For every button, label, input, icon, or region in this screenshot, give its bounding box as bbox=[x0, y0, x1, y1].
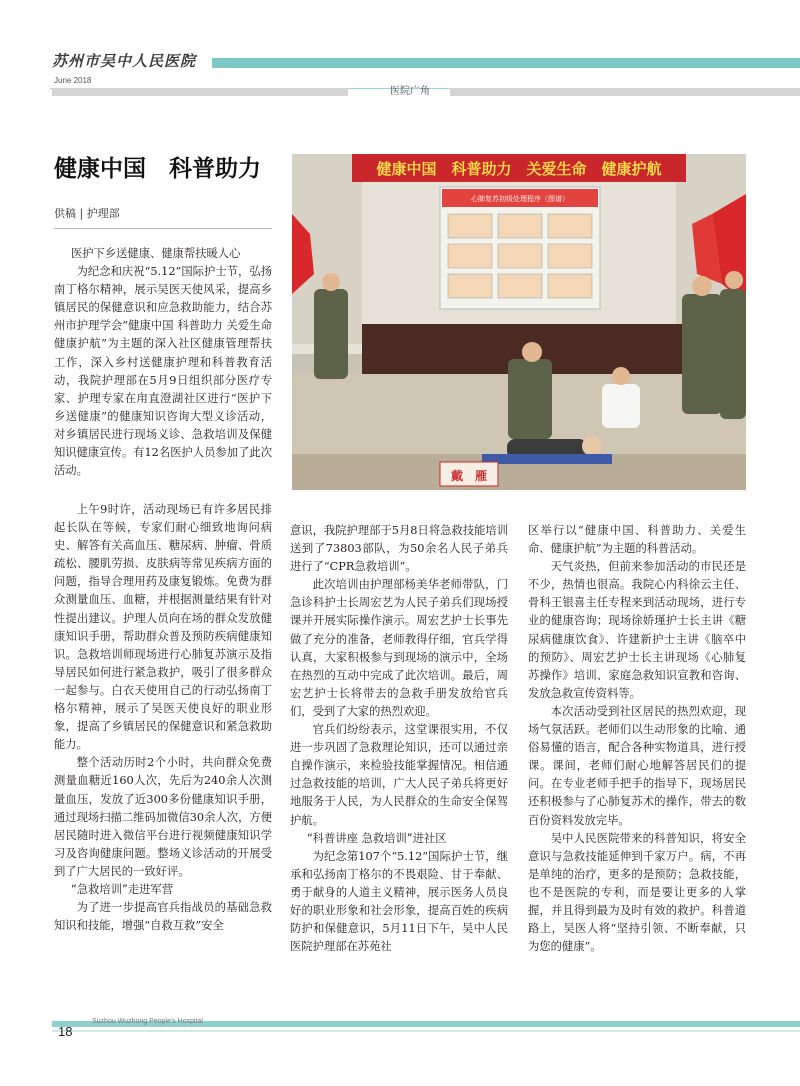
column-1-continued bbox=[54, 501, 272, 935]
header-stripe-right bbox=[450, 88, 800, 96]
column-2 bbox=[290, 522, 508, 956]
training-photo bbox=[292, 154, 746, 490]
issue-date: June 2018 bbox=[54, 76, 92, 85]
paragraph: 上午9时许，活动现场已有许多居民排起长队在等候，专家们耐心细致地询问病史、解答有关高血压、糖尿病、肿瘤、骨质疏松、腰肌劳损、皮肤病等常见疾病方面的问题，指导合理用药及康复锻炼。免费为群众测量血压、血糖，并根据测量结果有针对性提出建议。护理人员向在场的群众发放健康知识手册，帮助群众普及预防疾病健康知识。急救培训师现场进行心肺复苏演示及指导居民如何进行紧急救护，吸引了很多群众一起参与。白衣天使用自己的行动弘扬南丁格尔精神，展示了吴医天使良好的职业形象，提高了乡镇居民的保健意识和紧急救助能力。 bbox=[54, 503, 272, 752]
paragraph: 整个活动历时2个小时，共向群众免费测量血糖近160人次，先后为240余人次测量血压，发放了近300多份健康知识手册，通过现场扫描二维码加微信30余人次，方便居民随时进入微信平台进行视频健康知识学习及咨询健康问题。整场义诊活动的开展受到了广大居民的一致好评。 bbox=[54, 756, 272, 878]
paragraph: 意识，我院护理部于5月8日将急救技能培训送到了73803部队，为50余名人民子弟兵进行了“CPR急救培训”。 bbox=[290, 524, 508, 574]
subheading-military: “急救培训”走进军营 bbox=[70, 882, 174, 896]
paragraph: 为纪念第107个“5.12”国际护士节，继承和弘扬南丁格尔的不畏艰险、甘于奉献、勇于献身的人道主义精神，展示医务人员良好的职业形象和社会形象，提高百姓的疾病防护和保健意识，5月11日下午，吴中人民医院护理部在苏苑社 bbox=[290, 849, 508, 954]
paragraph: 此次培训由护理部杨美华老师带队，门急诊科护士长周宏艺为人民子弟兵们现场授课并开展实际操作演示。周宏艺护士长事先做了充分的准备，老师教得仔细，官兵学得认真，大家积极参与到现场的演示中，全场在热烈的互动中完成了此次培训。最后，周宏艺护士长将带去的急救手册发放给官兵们，受到了大家的热烈欢迎。 bbox=[290, 578, 508, 718]
article-byline: 供稿 | 护理部 bbox=[54, 207, 120, 220]
paragraph: 为纪念和庆祝“5.12”国际护士节，弘扬南丁格尔精神，展示吴医天使风采，提高乡镇居民的保健意识和应急救助能力，结合苏州市护理学会“健康中国 科普助力 关爱生命 健康护航”为主题的深入社区健康管理帮扶工作，深入乡村送健康护理和科普教育活动，我院护理部在5月9日组织部分医疗专家、护理专家在甪直澄湖社区进行“医护下乡送健康”的健康知识咨询大型义诊活动，对乡镇居民进行现场义诊、急救培训及保健知识健康宣传。有12名医护人员参加了此次活动。 bbox=[54, 265, 272, 478]
nameplate-text: 戴 雁 bbox=[450, 469, 488, 483]
header-stripe-left bbox=[52, 88, 348, 96]
footer-rule bbox=[52, 1030, 800, 1032]
article-title: 健康中国 科普助力 bbox=[54, 156, 261, 182]
paragraph: 天气炎热，但前来参加活动的市民还是不少，热情也很高。我院心内科徐云主任、骨科王银喜主任专程来到活动现场，进行专业的健康咨询；现场徐娇瑾护士长主讲《糖尿病健康饮食》、许建新护士主讲《脑卒中的预防》、周宏艺护士长主讲现场《心肺复苏操作》培训、家庭急救知识宣教和咨询、发放急救宣传资料等。 bbox=[528, 560, 746, 700]
screen-title: 心肺复苏初级处理程序（图谱） bbox=[471, 195, 569, 203]
masthead: 苏州市吴中人民医院 bbox=[52, 52, 197, 70]
paragraph: 官兵们纷纷表示，这堂课很实用，不仅进一步巩固了急救理论知识，还可以通过亲自操作演示，来检验技能掌握情况。相信通过急救技能的培训，广大人民子弟兵将更好地服务于人民，为人民群众的生命安全保驾护航。 bbox=[290, 723, 508, 827]
subheading-village: 医护下乡送健康、健康帮扶暖人心 bbox=[70, 247, 241, 260]
banner-text: 健康中国 科普助力 关爱生命 健康护航 bbox=[376, 160, 662, 178]
header-accent-bar bbox=[212, 58, 800, 68]
paragraph: 本次活动受到社区居民的热烈欢迎，现场气氛活跃。老师们以生动形象的比喻、通俗易懂的语言，配合各种实物道具，进行授课。课间，老师们耐心地解答居民们的提问。在专业老师手把手的指导下，现场居民还积极参与了心肺复苏术的操作，带去的数百份资料发放完毕。 bbox=[528, 704, 746, 827]
column-3 bbox=[528, 522, 746, 956]
byline-rule bbox=[54, 228, 272, 229]
paragraph: 区举行以“健康中国、科普助力、关爱生命、健康护航”为主题的科普活动。 bbox=[528, 524, 746, 556]
footer-hospital-name: Suzhou Wuzhong People's Hospital bbox=[92, 1018, 203, 1025]
page-number: 18 bbox=[58, 1024, 73, 1039]
subheading-community: “科普讲座 急救培训”进社区 bbox=[306, 831, 447, 845]
section-label: 医院广角 bbox=[390, 86, 430, 97]
paragraph: 为了进一步提高官兵指战员的基础急救知识和技能，增强“自救互救”安全 bbox=[54, 901, 272, 933]
paragraph: 吴中人民医院带来的科普知识，将安全意识与急救技能延伸到千家万户。病，不再是单纯的治疗，更多的是预防；急救技能，也不是医院的专利，而是要让更多的人掌握，并且得到最为及时有效的救护。科普道路上，吴医人将“坚持引领、不断奉献，只为您的健康”。 bbox=[528, 831, 746, 954]
column-1 bbox=[54, 245, 272, 480]
